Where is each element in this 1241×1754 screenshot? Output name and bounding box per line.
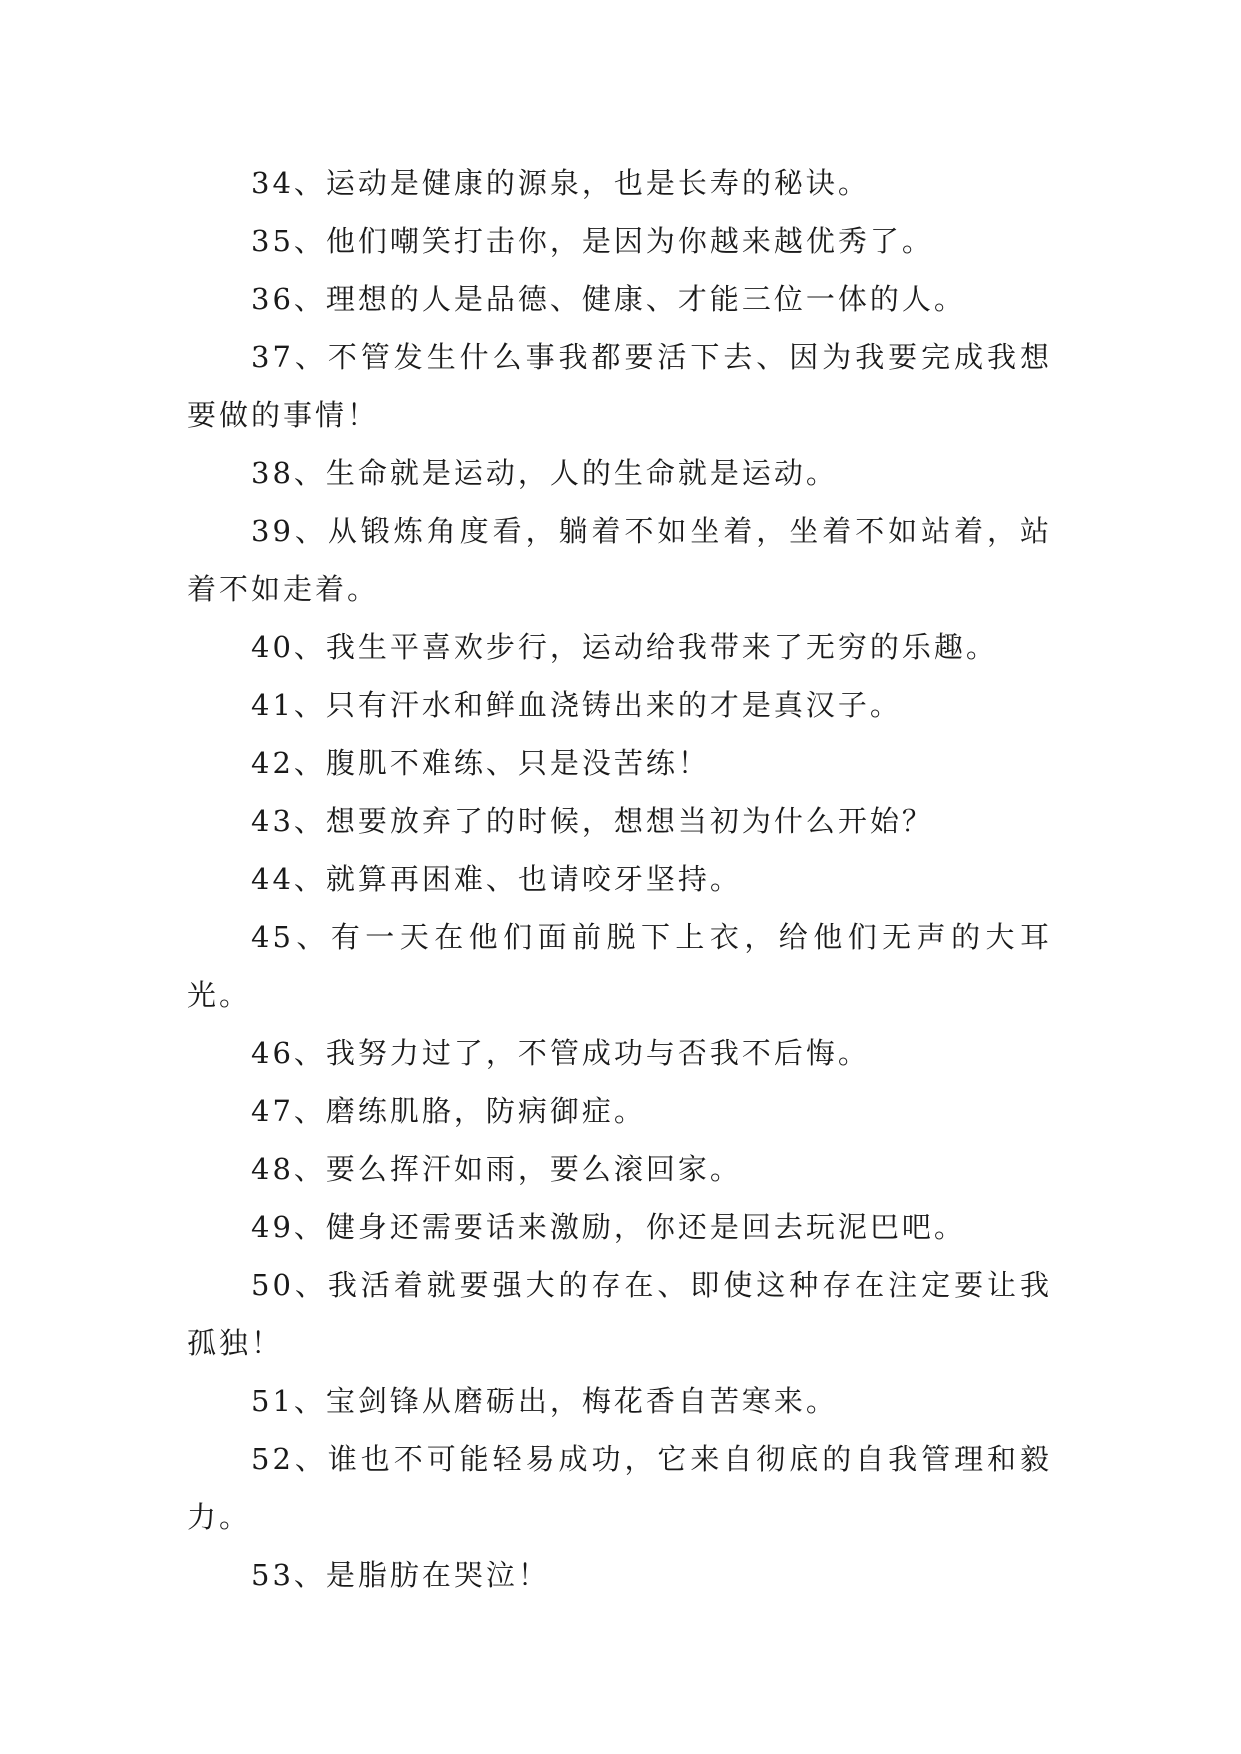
paragraph-48: 48、要么挥汗如雨，要么滚回家。 bbox=[251, 1152, 742, 1186]
paragraph-40: 40、我生平喜欢步行，运动给我带来了无穷的乐趣。 bbox=[251, 630, 998, 664]
paragraph-38: 38、生命就是运动，人的生命就是运动。 bbox=[251, 456, 838, 490]
document-body bbox=[187, 154, 1052, 1604]
paragraph-36: 36、理想的人是品德、健康、才能三位一体的人。 bbox=[251, 282, 966, 316]
paragraph-47: 47、磨练肌胳，防病御症。 bbox=[251, 1094, 646, 1128]
paragraph-41: 41、只有汗水和鲜血浇铸出来的才是真汉子。 bbox=[251, 688, 902, 722]
paragraph-53: 53、是脂肪在哭泣！ bbox=[251, 1558, 550, 1592]
paragraph-49: 49、健身还需要话来激励，你还是回去玩泥巴吧。 bbox=[251, 1210, 966, 1244]
paragraph-44: 44、就算再困难、也请咬牙坚持。 bbox=[251, 862, 742, 896]
paragraph-50: 50、我活着就要强大的存在、即使这种存在注定要让我孤独！ bbox=[187, 1268, 1052, 1360]
paragraph-46: 46、我努力过了，不管成功与否我不后悔。 bbox=[251, 1036, 870, 1070]
paragraph-42: 42、腹肌不难练、只是没苦练！ bbox=[251, 746, 710, 780]
paragraph-52: 52、谁也不可能轻易成功，它来自彻底的自我管理和毅力。 bbox=[187, 1442, 1052, 1534]
paragraph-37: 37、不管发生什么事我都要活下去、因为我要完成我想要做的事情！ bbox=[187, 340, 1052, 432]
paragraph-43: 43、想要放弃了的时候，想想当初为什么开始？ bbox=[251, 804, 934, 838]
paragraph-45: 45、有一天在他们面前脱下上衣，给他们无声的大耳光。 bbox=[187, 920, 1052, 1012]
paragraph-34: 34、运动是健康的源泉，也是长寿的秘诀。 bbox=[251, 166, 870, 200]
paragraph-35: 35、他们嘲笑打击你，是因为你越来越优秀了。 bbox=[251, 224, 934, 258]
paragraph-51: 51、宝剑锋从磨砺出，梅花香自苦寒来。 bbox=[251, 1384, 838, 1418]
paragraph-39: 39、从锻炼角度看，躺着不如坐着，坐着不如站着，站着不如走着。 bbox=[187, 514, 1052, 606]
